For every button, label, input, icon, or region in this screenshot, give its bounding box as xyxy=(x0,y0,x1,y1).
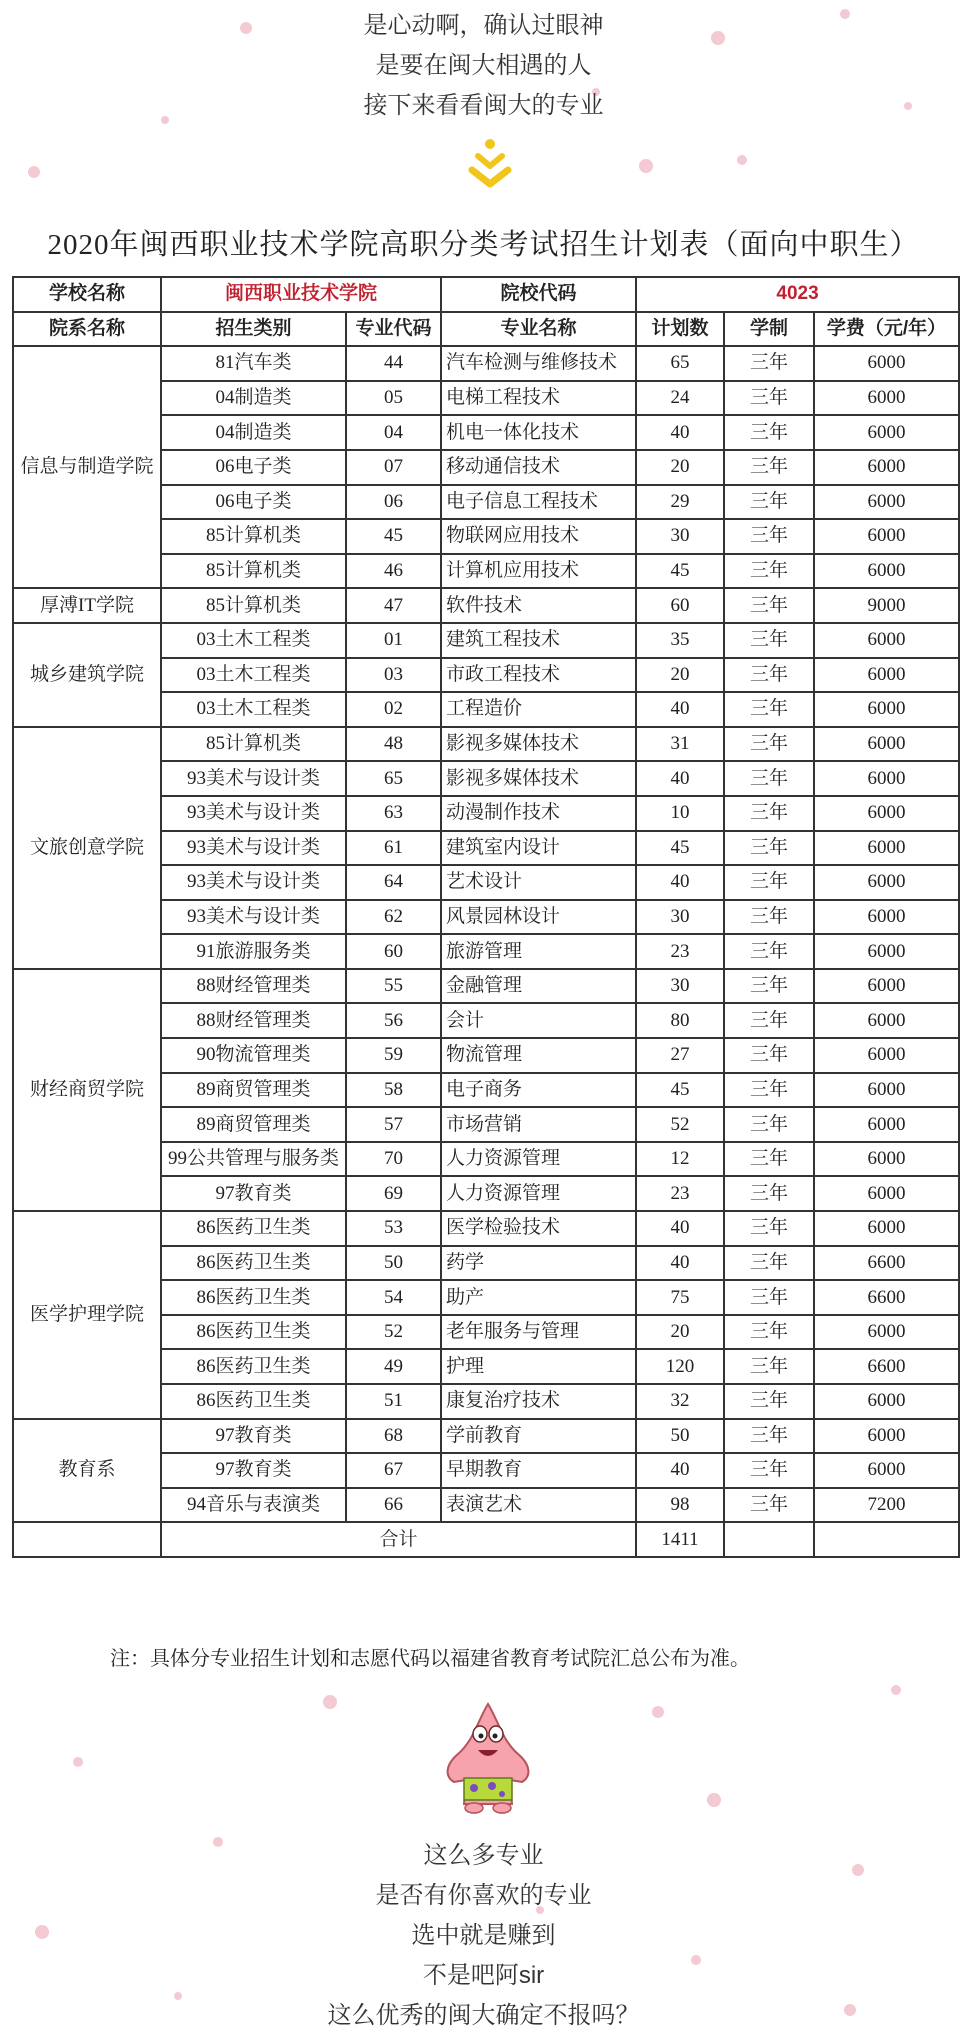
plan-count-cell: 40 xyxy=(636,415,724,450)
tuition-cell: 6000 xyxy=(814,450,959,485)
major-code-cell: 65 xyxy=(346,761,441,796)
duration-cell: 三年 xyxy=(724,519,814,554)
category-cell: 86医药卫生类 xyxy=(161,1384,346,1419)
tuition-cell: 6000 xyxy=(814,1038,959,1073)
plan-count-cell: 30 xyxy=(636,900,724,935)
category-cell: 85计算机类 xyxy=(161,588,346,623)
duration-cell: 三年 xyxy=(724,1453,814,1488)
major-code-cell: 62 xyxy=(346,900,441,935)
outro-line: 是否有你喜欢的专业 xyxy=(375,1882,592,1909)
tuition-cell: 6000 xyxy=(814,796,959,831)
total-value: 1411 xyxy=(636,1522,724,1557)
tuition-cell: 6000 xyxy=(814,415,959,450)
tuition-cell: 6000 xyxy=(814,969,959,1004)
major-name-cell: 电子商务 xyxy=(441,1073,636,1108)
tuition-cell: 6000 xyxy=(814,934,959,969)
major-name-cell: 建筑工程技术 xyxy=(441,623,636,658)
plan-count-cell: 32 xyxy=(636,1384,724,1419)
plan-count-cell: 12 xyxy=(636,1142,724,1177)
tuition-cell: 6000 xyxy=(814,1419,959,1454)
duration-cell: 三年 xyxy=(724,969,814,1004)
duration-cell: 三年 xyxy=(724,1142,814,1177)
school-info-row xyxy=(13,277,959,312)
duration-cell: 三年 xyxy=(724,1211,814,1246)
category-cell: 97教育类 xyxy=(161,1453,346,1488)
plan-count-cell: 65 xyxy=(636,346,724,381)
major-code-cell: 46 xyxy=(346,554,441,589)
plan-count-cell: 24 xyxy=(636,381,724,416)
major-code-cell: 61 xyxy=(346,831,441,866)
duration-cell: 三年 xyxy=(724,1003,814,1038)
category-cell: 86医药卫生类 xyxy=(161,1280,346,1315)
intro-line: 是要在闽大相遇的人 xyxy=(375,52,592,79)
duration-cell: 三年 xyxy=(724,450,814,485)
duration-cell: 三年 xyxy=(724,1038,814,1073)
tuition-cell: 6000 xyxy=(814,1107,959,1142)
plan-count-cell: 120 xyxy=(636,1349,724,1384)
major-code-cell: 55 xyxy=(346,969,441,1004)
outro-line: 不是吧阿sir xyxy=(422,1962,545,1989)
major-name-cell: 老年服务与管理 xyxy=(441,1315,636,1350)
category-cell: 88财经管理类 xyxy=(161,969,346,1004)
category-cell: 85计算机类 xyxy=(161,727,346,762)
plan-count-cell: 40 xyxy=(636,1211,724,1246)
duration-cell: 三年 xyxy=(724,1315,814,1350)
patrick-star-sticker xyxy=(440,1700,536,1816)
major-code-cell: 02 xyxy=(346,692,441,727)
intro-line: 接下来看看闽大的专业 xyxy=(363,92,604,119)
plan-count-cell: 52 xyxy=(636,1107,724,1142)
major-name-cell: 表演艺术 xyxy=(441,1488,636,1523)
duration-cell: 三年 xyxy=(724,934,814,969)
table-title: 2020年闽西职业技术学院高职分类考试招生计划表（面向中职生） xyxy=(47,229,920,261)
column-header: 计划数 xyxy=(636,312,724,347)
major-code-cell: 01 xyxy=(346,623,441,658)
tuition-cell: 6000 xyxy=(814,1176,959,1211)
plan-count-cell: 20 xyxy=(636,1315,724,1350)
major-name-cell: 金融管理 xyxy=(441,969,636,1004)
major-name-cell: 康复治疗技术 xyxy=(441,1384,636,1419)
department-name: 教育系 xyxy=(13,1419,161,1523)
intro-line: 是心动啊，确认过眼神 xyxy=(363,12,604,39)
category-cell: 03土木工程类 xyxy=(161,658,346,693)
outro-line: 选中就是赚到 xyxy=(411,1922,556,1949)
plan-count-cell: 27 xyxy=(636,1038,724,1073)
major-code-cell: 06 xyxy=(346,485,441,520)
major-code-cell: 49 xyxy=(346,1349,441,1384)
major-code-cell: 54 xyxy=(346,1280,441,1315)
major-name-cell: 建筑室内设计 xyxy=(441,831,636,866)
major-code-cell: 69 xyxy=(346,1176,441,1211)
major-name-cell: 动漫制作技术 xyxy=(441,796,636,831)
tuition-cell: 6000 xyxy=(814,1142,959,1177)
category-cell: 06电子类 xyxy=(161,450,346,485)
category-cell: 85计算机类 xyxy=(161,519,346,554)
plan-count-cell: 30 xyxy=(636,519,724,554)
tuition-cell: 6000 xyxy=(814,831,959,866)
major-name-cell: 机电一体化技术 xyxy=(441,415,636,450)
major-name-cell: 软件技术 xyxy=(441,588,636,623)
plan-count-cell: 40 xyxy=(636,692,724,727)
duration-cell: 三年 xyxy=(724,1419,814,1454)
plan-count-cell: 40 xyxy=(636,761,724,796)
major-name-cell: 旅游管理 xyxy=(441,934,636,969)
outro-text xyxy=(0,1836,967,2036)
category-cell: 93美术与设计类 xyxy=(161,900,346,935)
major-name-cell: 药学 xyxy=(441,1246,636,1281)
category-cell: 04制造类 xyxy=(161,415,346,450)
department-name: 财经商贸学院 xyxy=(13,969,161,1211)
major-code-cell: 07 xyxy=(346,450,441,485)
category-cell: 93美术与设计类 xyxy=(161,865,346,900)
tuition-cell: 6000 xyxy=(814,1073,959,1108)
department-name: 信息与制造学院 xyxy=(13,346,161,588)
total-row xyxy=(13,1522,959,1557)
duration-cell: 三年 xyxy=(724,1176,814,1211)
plan-count-cell: 50 xyxy=(636,1419,724,1454)
major-name-cell: 学前教育 xyxy=(441,1419,636,1454)
footnote: 注：具体分专业招生计划和志愿代码以福建省教育考试院汇总公布为准。 xyxy=(110,1648,750,1670)
major-name-cell: 艺术设计 xyxy=(441,865,636,900)
plan-count-cell: 40 xyxy=(636,865,724,900)
plan-count-cell: 23 xyxy=(636,934,724,969)
column-header: 学费（元/年） xyxy=(814,312,959,347)
major-code-cell: 05 xyxy=(346,381,441,416)
table-row xyxy=(13,727,959,762)
duration-cell: 三年 xyxy=(724,1488,814,1523)
major-name-cell: 风景园林设计 xyxy=(441,900,636,935)
tuition-cell: 6600 xyxy=(814,1246,959,1281)
major-name-cell: 早期教育 xyxy=(441,1453,636,1488)
major-code-cell: 45 xyxy=(346,519,441,554)
outro-line: 这么多专业 xyxy=(423,1842,544,1869)
duration-cell: 三年 xyxy=(724,727,814,762)
major-code-cell: 51 xyxy=(346,1384,441,1419)
major-name-cell: 市场营销 xyxy=(441,1107,636,1142)
plan-count-cell: 29 xyxy=(636,485,724,520)
tuition-cell: 6000 xyxy=(814,1315,959,1350)
major-name-cell: 电子信息工程技术 xyxy=(441,485,636,520)
chevron-down-icon xyxy=(468,138,512,192)
major-name-cell: 工程造价 xyxy=(441,692,636,727)
tuition-cell: 6000 xyxy=(814,1211,959,1246)
tuition-cell: 6000 xyxy=(814,1384,959,1419)
duration-cell: 三年 xyxy=(724,900,814,935)
duration-cell: 三年 xyxy=(724,796,814,831)
plan-count-cell: 20 xyxy=(636,450,724,485)
major-name-cell: 计算机应用技术 xyxy=(441,554,636,589)
table-row xyxy=(13,1211,959,1246)
column-header: 学制 xyxy=(724,312,814,347)
category-cell: 85计算机类 xyxy=(161,554,346,589)
major-name-cell: 物流管理 xyxy=(441,1038,636,1073)
tuition-cell: 6000 xyxy=(814,727,959,762)
category-cell: 86医药卫生类 xyxy=(161,1315,346,1350)
major-code-cell: 58 xyxy=(346,1073,441,1108)
major-code-cell: 44 xyxy=(346,346,441,381)
category-cell: 81汽车类 xyxy=(161,346,346,381)
plan-count-cell: 23 xyxy=(636,1176,724,1211)
duration-cell: 三年 xyxy=(724,554,814,589)
column-header-row xyxy=(13,312,959,347)
category-cell: 86医药卫生类 xyxy=(161,1246,346,1281)
major-name-cell: 电梯工程技术 xyxy=(441,381,636,416)
major-name-cell: 物联网应用技术 xyxy=(441,519,636,554)
major-code-cell: 56 xyxy=(346,1003,441,1038)
tuition-cell: 6000 xyxy=(814,519,959,554)
major-code-cell: 60 xyxy=(346,934,441,969)
major-code-cell: 66 xyxy=(346,1488,441,1523)
duration-cell: 三年 xyxy=(724,831,814,866)
empty-cell xyxy=(13,1522,161,1557)
table-row xyxy=(13,346,959,381)
plan-count-cell: 31 xyxy=(636,727,724,762)
plan-count-cell: 45 xyxy=(636,831,724,866)
plan-count-cell: 40 xyxy=(636,1246,724,1281)
category-cell: 91旅游服务类 xyxy=(161,934,346,969)
major-name-cell: 会计 xyxy=(441,1003,636,1038)
major-name-cell: 影视多媒体技术 xyxy=(441,727,636,762)
duration-cell: 三年 xyxy=(724,1107,814,1142)
plan-count-cell: 35 xyxy=(636,623,724,658)
department-name: 文旅创意学院 xyxy=(13,727,161,969)
category-cell: 86医药卫生类 xyxy=(161,1349,346,1384)
tuition-cell: 6000 xyxy=(814,554,959,589)
major-code-cell: 68 xyxy=(346,1419,441,1454)
major-code-cell: 47 xyxy=(346,588,441,623)
category-cell: 90物流管理类 xyxy=(161,1038,346,1073)
category-cell: 93美术与设计类 xyxy=(161,796,346,831)
duration-cell: 三年 xyxy=(724,588,814,623)
major-name-cell: 市政工程技术 xyxy=(441,658,636,693)
column-header: 专业代码 xyxy=(346,312,441,347)
tuition-cell: 6000 xyxy=(814,692,959,727)
category-cell: 89商贸管理类 xyxy=(161,1073,346,1108)
duration-cell: 三年 xyxy=(724,485,814,520)
category-cell: 03土木工程类 xyxy=(161,623,346,658)
duration-cell: 三年 xyxy=(724,761,814,796)
outro-line: 这么优秀的闽大确定不报吗？ xyxy=(327,2002,640,2029)
column-header: 招生类别 xyxy=(161,312,346,347)
major-code-cell: 67 xyxy=(346,1453,441,1488)
major-name-cell: 影视多媒体技术 xyxy=(441,761,636,796)
empty-cell xyxy=(724,1522,814,1557)
plan-count-cell: 30 xyxy=(636,969,724,1004)
tuition-cell: 7200 xyxy=(814,1488,959,1523)
major-code-cell: 03 xyxy=(346,658,441,693)
major-code-cell: 64 xyxy=(346,865,441,900)
tuition-cell: 6000 xyxy=(814,381,959,416)
department-name: 城乡建筑学院 xyxy=(13,623,161,727)
major-code-cell: 52 xyxy=(346,1315,441,1350)
total-label: 合计 xyxy=(161,1522,636,1557)
plan-count-cell: 75 xyxy=(636,1280,724,1315)
plan-count-cell: 45 xyxy=(636,554,724,589)
major-code-cell: 04 xyxy=(346,415,441,450)
plan-count-cell: 40 xyxy=(636,1453,724,1488)
category-cell: 88财经管理类 xyxy=(161,1003,346,1038)
major-code-cell: 50 xyxy=(346,1246,441,1281)
table-row xyxy=(13,1419,959,1454)
duration-cell: 三年 xyxy=(724,1384,814,1419)
category-cell: 04制造类 xyxy=(161,381,346,416)
column-header: 院系名称 xyxy=(13,312,161,347)
major-code-cell: 63 xyxy=(346,796,441,831)
tuition-cell: 6000 xyxy=(814,761,959,796)
column-header: 专业名称 xyxy=(441,312,636,347)
tuition-cell: 6000 xyxy=(814,658,959,693)
category-cell: 03土木工程类 xyxy=(161,692,346,727)
tuition-cell: 6000 xyxy=(814,1003,959,1038)
tuition-cell: 9000 xyxy=(814,588,959,623)
tuition-cell: 6000 xyxy=(814,1453,959,1488)
major-name-cell: 汽车检测与维修技术 xyxy=(441,346,636,381)
category-cell: 94音乐与表演类 xyxy=(161,1488,346,1523)
duration-cell: 三年 xyxy=(724,381,814,416)
intro-text xyxy=(0,6,967,126)
plan-count-cell: 20 xyxy=(636,658,724,693)
major-code-cell: 57 xyxy=(346,1107,441,1142)
empty-cell xyxy=(814,1522,959,1557)
plan-count-cell: 98 xyxy=(636,1488,724,1523)
school-name-label: 学校名称 xyxy=(13,277,161,312)
department-name: 医学护理学院 xyxy=(13,1211,161,1419)
table-row xyxy=(13,969,959,1004)
tuition-cell: 6000 xyxy=(814,346,959,381)
tuition-cell: 6000 xyxy=(814,865,959,900)
major-name-cell: 助产 xyxy=(441,1280,636,1315)
duration-cell: 三年 xyxy=(724,692,814,727)
major-name-cell: 护理 xyxy=(441,1349,636,1384)
plan-count-cell: 10 xyxy=(636,796,724,831)
plan-count-cell: 45 xyxy=(636,1073,724,1108)
category-cell: 99公共管理与服务类 xyxy=(161,1142,346,1177)
table-row xyxy=(13,588,959,623)
tuition-cell: 6000 xyxy=(814,623,959,658)
duration-cell: 三年 xyxy=(724,658,814,693)
table-row xyxy=(13,623,959,658)
duration-cell: 三年 xyxy=(724,1246,814,1281)
category-cell: 93美术与设计类 xyxy=(161,761,346,796)
school-name-value: 闽西职业技术学院 xyxy=(161,277,441,312)
category-cell: 89商贸管理类 xyxy=(161,1107,346,1142)
school-code-label: 院校代码 xyxy=(441,277,636,312)
duration-cell: 三年 xyxy=(724,1280,814,1315)
category-cell: 93美术与设计类 xyxy=(161,831,346,866)
major-name-cell: 移动通信技术 xyxy=(441,450,636,485)
duration-cell: 三年 xyxy=(724,346,814,381)
major-code-cell: 59 xyxy=(346,1038,441,1073)
category-cell: 86医药卫生类 xyxy=(161,1211,346,1246)
tuition-cell: 6600 xyxy=(814,1280,959,1315)
major-code-cell: 48 xyxy=(346,727,441,762)
category-cell: 06电子类 xyxy=(161,485,346,520)
plan-count-cell: 60 xyxy=(636,588,724,623)
duration-cell: 三年 xyxy=(724,415,814,450)
major-name-cell: 人力资源管理 xyxy=(441,1176,636,1211)
tuition-cell: 6000 xyxy=(814,485,959,520)
enrollment-plan-table xyxy=(12,276,960,1558)
major-name-cell: 医学检验技术 xyxy=(441,1211,636,1246)
major-code-cell: 70 xyxy=(346,1142,441,1177)
category-cell: 97教育类 xyxy=(161,1419,346,1454)
duration-cell: 三年 xyxy=(724,623,814,658)
major-name-cell: 人力资源管理 xyxy=(441,1142,636,1177)
tuition-cell: 6000 xyxy=(814,900,959,935)
duration-cell: 三年 xyxy=(724,865,814,900)
plan-count-cell: 80 xyxy=(636,1003,724,1038)
duration-cell: 三年 xyxy=(724,1349,814,1384)
school-code-value: 4023 xyxy=(636,277,959,312)
major-code-cell: 53 xyxy=(346,1211,441,1246)
category-cell: 97教育类 xyxy=(161,1176,346,1211)
duration-cell: 三年 xyxy=(724,1073,814,1108)
tuition-cell: 6600 xyxy=(814,1349,959,1384)
department-name: 厚溥IT学院 xyxy=(13,588,161,623)
